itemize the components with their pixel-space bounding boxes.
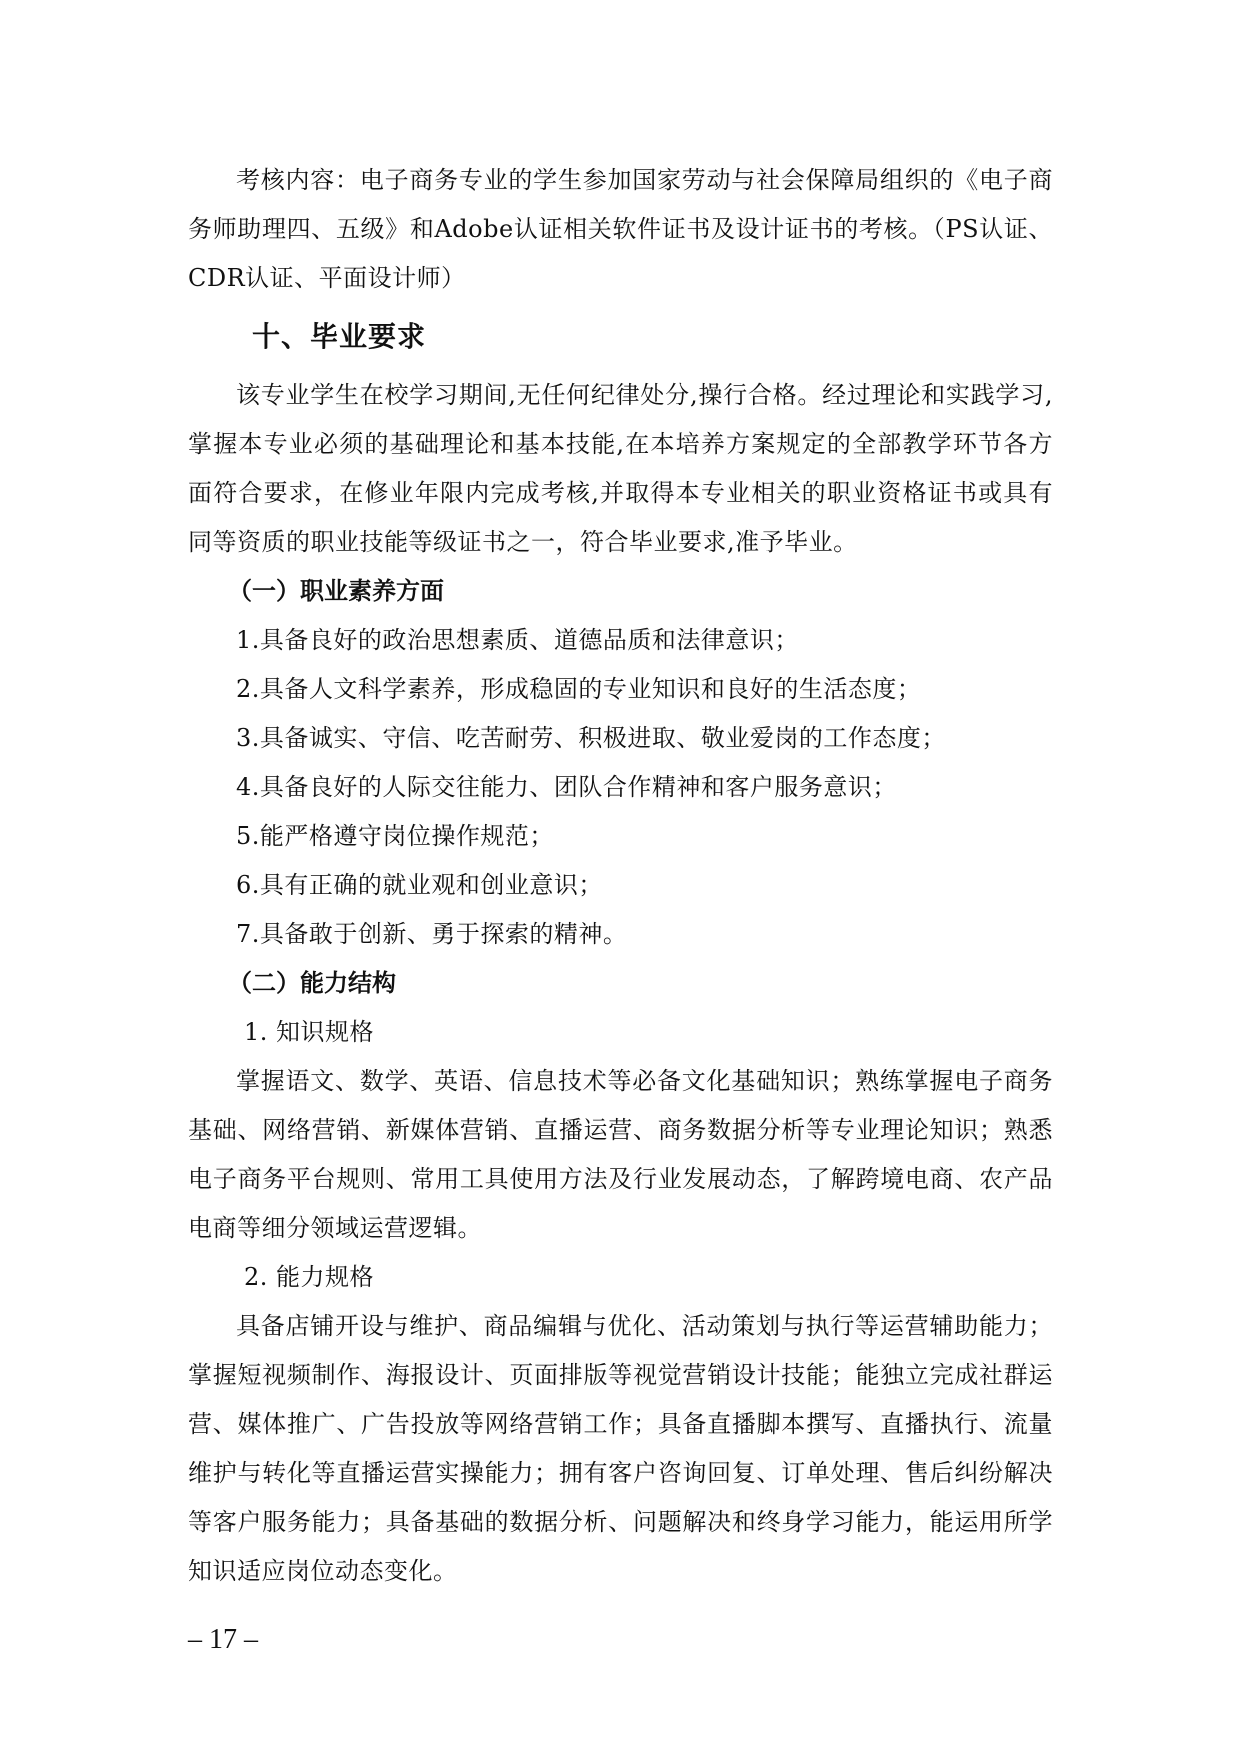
list-item: 7.具备敢于创新、勇于探索的精神。 — [236, 920, 628, 948]
assessment-paragraph: 考核内容：电子商务专业的学生参加国家劳动与社会保障局组织的《电子商务师助理四、五级》和Adobe认证相关软件证书及设计证书的考核。（PS认证、CDR认证、平面设计师） — [188, 166, 1053, 292]
list-item: 1.具备良好的政治思想素质、道德品质和法律意识； — [236, 626, 799, 654]
graduation-intro-paragraph: 该专业学生在校学习期间,无任何纪律处分,操行合格。经过理论和实践学习,掌握本专业必须的基础理论和基本技能,在本培养方案规定的全部教学环节各方面符合要求，在修业年限内完成考核,并取得本专业相关的职业资格证书或具有同等资质的职业技能等级证书之一，符合毕业要求,准予毕业。 — [188, 381, 1053, 556]
section-heading-graduation: 十、毕业要求 — [252, 320, 427, 353]
list-item: 4.具备良好的人际交往能力、团队合作精神和客户服务意识； — [236, 773, 897, 801]
subsection-heading-ability: （二）能力结构 — [228, 969, 396, 997]
knowledge-spec-title: 1. 知识规格 — [244, 1018, 375, 1046]
list-item: 3.具备诚实、守信、吃苦耐劳、积极进取、敬业爱岗的工作态度； — [236, 724, 946, 752]
list-item: 5.能严格遵守岗位操作规范； — [236, 822, 554, 850]
page-content — [188, 156, 1053, 1596]
knowledge-spec-paragraph: 掌握语文、数学、英语、信息技术等必备文化基础知识；熟练掌握电子商务基础、网络营销、新媒体营销、直播运营、商务数据分析等专业理论知识；熟悉电子商务平台规则、常用工具使用方法及行业发展动态，了解跨境电商、农产品电商等细分领域运营逻辑。 — [188, 1067, 1053, 1242]
list-item: 6.具有正确的就业观和创业意识； — [236, 871, 603, 899]
list-item: 2.具备人文科学素养，形成稳固的专业知识和良好的生活态度； — [236, 675, 922, 703]
page-number: – 17 – — [188, 1624, 258, 1655]
subsection-heading-quality: （一）职业素养方面 — [228, 577, 444, 605]
ability-spec-title: 2. 能力规格 — [244, 1263, 375, 1291]
ability-spec-paragraph: 具备店铺开设与维护、商品编辑与优化、活动策划与执行等运营辅助能力；掌握短视频制作、海报设计、页面排版等视觉营销设计技能；能独立完成社群运营、媒体推广、广告投放等网络营销工作；具备直播脚本撰写、直播执行、流量维护与转化等直播运营实操能力；拥有客户咨询回复、订单处理、售后纠纷解决等客户服务能力；具备基础的数据分析、问题解决和终身学习能力，能运用所学知识适应岗位动态变化。 — [188, 1312, 1053, 1585]
